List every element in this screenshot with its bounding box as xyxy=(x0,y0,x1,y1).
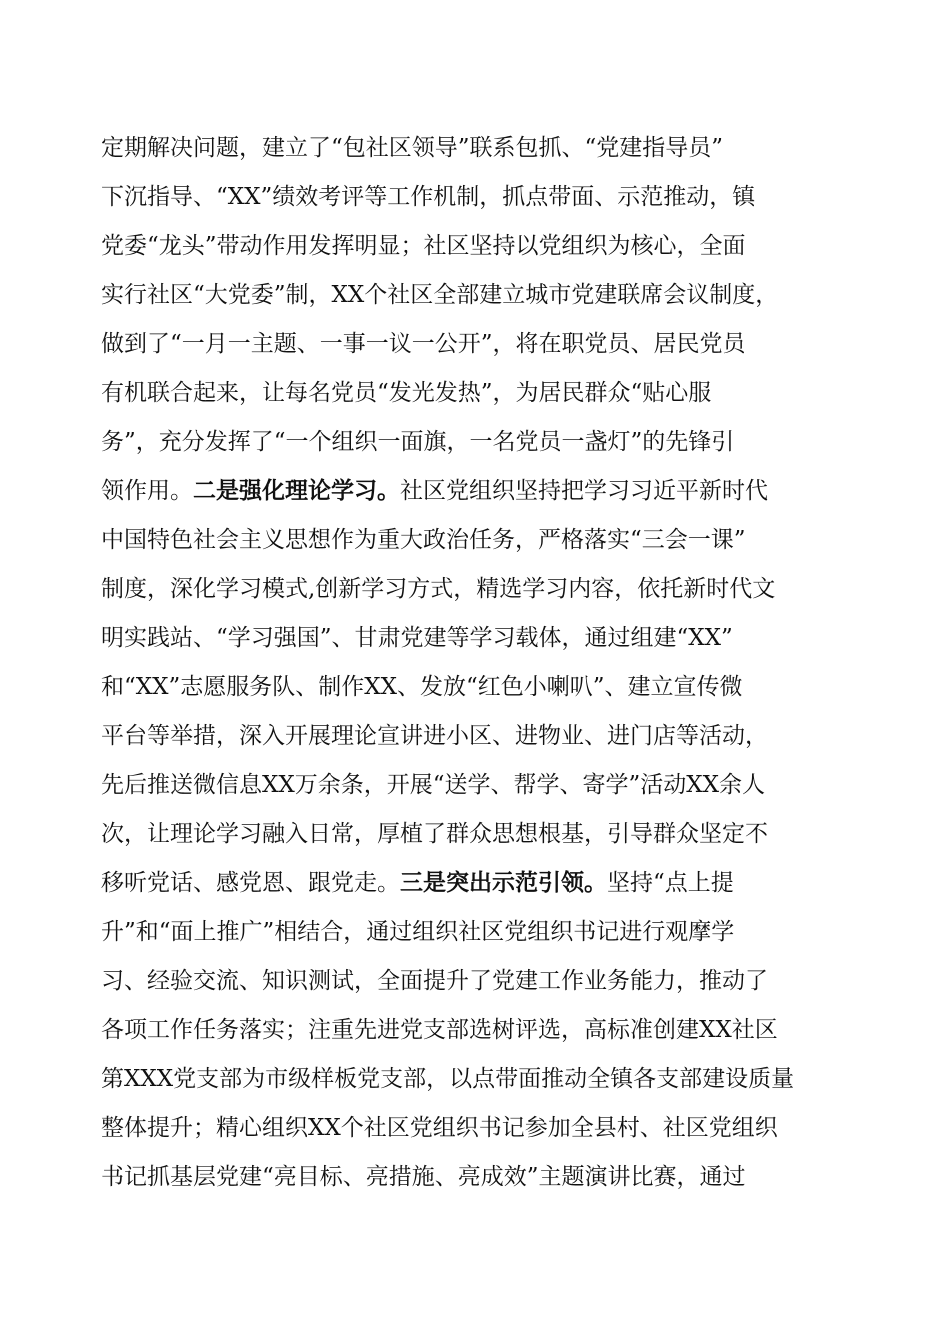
text-line-14 xyxy=(101,761,861,810)
line-text: 习、经验交流、知识测试，全面提升了党建工作业务能力，推动了 xyxy=(101,968,768,994)
text-line-7 xyxy=(101,418,861,467)
line-text: 平台等举措，深入开展理论宣讲进小区、进物业、进门店等活动， xyxy=(101,723,768,749)
line-text: 社区党组织坚持把学习习近平新时代 xyxy=(400,478,768,504)
line-text: 下沉指导、“XX”绩效考评等工作机制，抓点带面、示范推动，镇 xyxy=(101,184,756,210)
line-text: 党委“龙头”带动作用发挥明显；社区坚持以党组织为核心，全面 xyxy=(101,233,746,259)
text-line-9 xyxy=(101,516,861,565)
text-line-2 xyxy=(101,173,861,222)
text-line-18 xyxy=(101,957,861,1006)
line-text: 定期解决问题，建立了“包社区领导”联系包抓、“党建指导员” xyxy=(101,135,724,161)
text-line-16 xyxy=(101,859,861,908)
line-text: 各项工作任务落实；注重先进党支部选树评选，高标准创建XX社区 xyxy=(101,1017,778,1043)
section-heading-two: 二是强化理论学习。 xyxy=(193,478,400,504)
section-heading-three: 三是突出示范引领。 xyxy=(400,870,607,896)
line-text: 制度，深化学习模式,创新学习方式，精选学习内容，依托新时代文 xyxy=(101,576,776,602)
text-line-13 xyxy=(101,712,861,761)
text-line-3 xyxy=(101,222,861,271)
line-text: 有机联合起来，让每名党员“发光发热”，为居民群众“贴心服 xyxy=(101,380,712,406)
text-line-4 xyxy=(101,271,861,320)
line-text: 领作用。 xyxy=(101,478,193,504)
line-text: 整体提升；精心组织XX个社区党组织书记参加全县村、社区党组织 xyxy=(101,1115,778,1141)
line-text: 先后推送微信息XX万余条，开展“送学、帮学、寄学”活动XX余人 xyxy=(101,772,766,798)
text-line-10 xyxy=(101,565,861,614)
line-text: 移听党话、感党恩、跟党走。 xyxy=(101,870,400,896)
text-line-6 xyxy=(101,369,861,418)
text-line-17 xyxy=(101,908,861,957)
line-text: 明实践站、“学习强国”、甘肃党建等学习载体，通过组建“XX” xyxy=(101,625,733,651)
line-text: 第XXX党支部为市级样板党支部，以点带面推动全镇各支部建设质量 xyxy=(101,1066,795,1092)
line-text: 和“XX”志愿服务队、制作XX、发放“红色小喇叭”、建立宣传微 xyxy=(101,674,743,700)
text-line-19 xyxy=(101,1006,861,1055)
text-line-21 xyxy=(101,1104,861,1153)
line-text: 务”，充分发挥了“一个组织一面旗，一名党员一盏灯”的先锋引 xyxy=(101,429,735,455)
text-line-8 xyxy=(101,467,861,516)
line-text: 次，让理论学习融入日常，厚植了群众思想根基，引导群众坚定不 xyxy=(101,821,768,847)
line-text: 做到了“一月一主题、一事一议一公开”，将在职党员、居民党员 xyxy=(101,331,746,357)
text-line-15 xyxy=(101,810,861,859)
text-line-22 xyxy=(101,1153,861,1202)
text-line-11 xyxy=(101,614,861,663)
text-line-1 xyxy=(101,124,861,173)
body-paragraph xyxy=(101,124,861,1202)
line-text: 中国特色社会主义思想作为重大政治任务，严格落实“三会一课” xyxy=(101,527,746,553)
line-text: 书记抓基层党建“亮目标、亮措施、亮成效”主题演讲比赛，通过 xyxy=(101,1164,746,1190)
text-line-5 xyxy=(101,320,861,369)
line-text: 坚持“点上提 xyxy=(607,870,734,896)
text-line-12 xyxy=(101,663,861,712)
line-text: 实行社区“大党委”制，XX个社区全部建立城市党建联席会议制度， xyxy=(101,282,779,308)
text-line-20 xyxy=(101,1055,861,1104)
line-text: 升”和“面上推广”相结合，通过组织社区党组织书记进行观摩学 xyxy=(101,919,735,945)
